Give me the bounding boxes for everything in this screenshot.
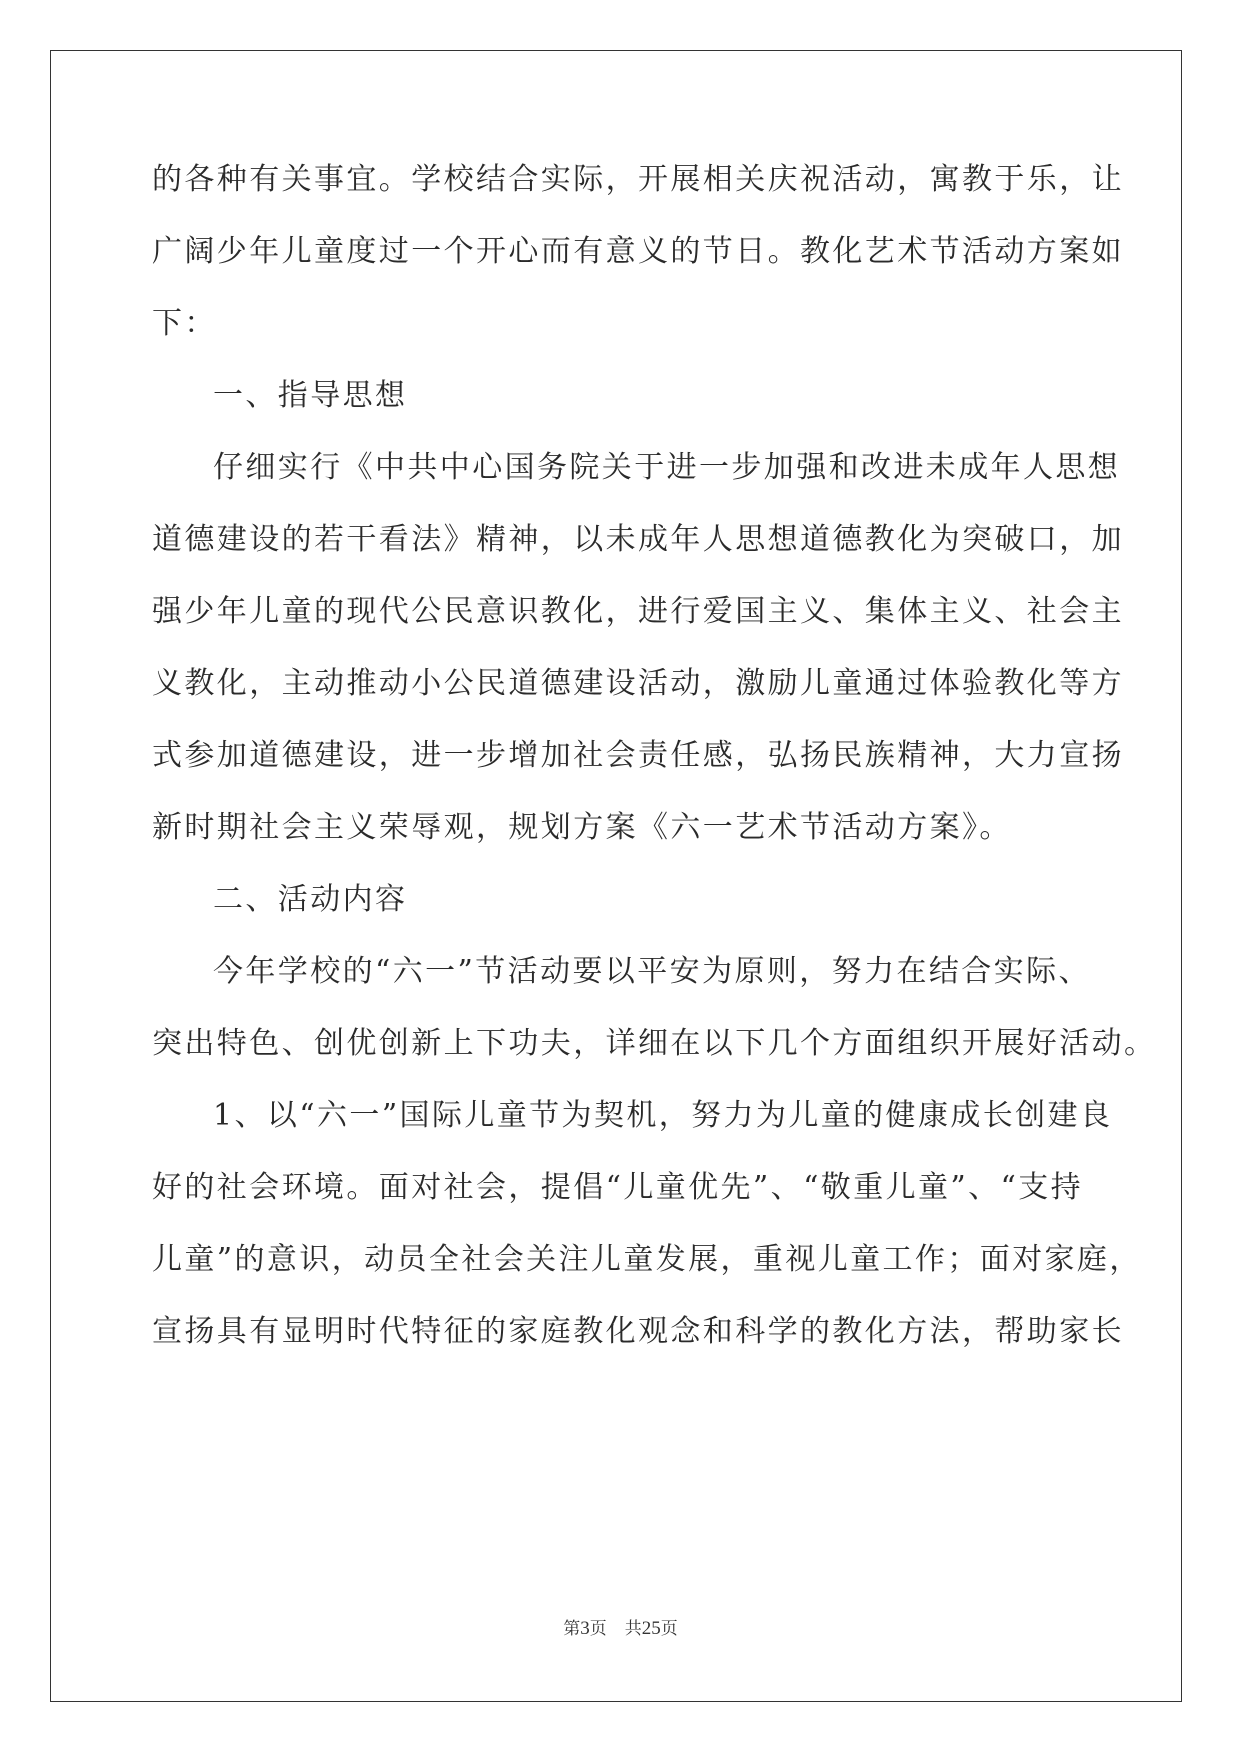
body-line: 突出特色、创优创新上下功夫，详细在以下几个方面组织开展好活动。 [152,1026,1157,1061]
section-heading: 一、指导思想 [213,378,408,413]
body-line: 强少年儿童的现代公民意识教化，进行爱国主义、集体主义、社会主 [152,594,1124,629]
body-line: 儿童”的意识，动员全社会关注儿童发展，重视儿童工作；面对家庭， [152,1242,1142,1277]
footer-page-number: 3 [580,1618,590,1639]
body-line: 的各种有关事宜。学校结合实际，开展相关庆祝活动，寓教于乐，让 [152,162,1124,197]
body-line: 道德建设的若干看法》精神，以未成年人思想道德教化为突破口，加 [152,522,1124,557]
body-line: 好的社会环境。面对社会，提倡“儿童优先”、“敬重儿童”、“支持 [152,1170,1084,1205]
body-line: 式参加道德建设，进一步增加社会责任感，弘扬民族精神，大力宣扬 [152,738,1124,773]
section-heading: 二、活动内容 [213,882,408,917]
body-line: 广阔少年儿童度过一个开心而有意义的节日。教化艺术节活动方案如 [152,234,1124,269]
footer-total-prefix: 共 [624,1619,642,1639]
body-line: 宣扬具有显明时代特征的家庭教化观念和科学的教化方法，帮助家长 [152,1314,1124,1349]
body-line: 义教化，主动推动小公民道德建设活动，激励儿童通过体验教化等方 [152,666,1124,701]
body-line: 仔细实行《中共中心国务院关于进一步加强和改进未成年人思想 [213,450,1121,485]
body-line: 下： [152,306,217,341]
footer-total-suffix: 页 [660,1619,678,1639]
footer-total-pages: 25 [641,1618,661,1639]
body-line: 今年学校的“六一”节活动要以平安为原则，努力在结合实际、 [213,954,1091,989]
page-border [50,50,1182,1702]
footer-page-prefix: 第 [563,1619,581,1639]
body-line: 1、以“六一”国际儿童节为契机，努力为儿童的健康成长创建良 [213,1098,1113,1133]
footer-page-suffix: 页 [589,1619,607,1639]
page-footer [0,1617,1241,1641]
body-line: 新时期社会主义荣辱观，规划方案《六一艺术节活动方案》。 [152,810,1012,845]
